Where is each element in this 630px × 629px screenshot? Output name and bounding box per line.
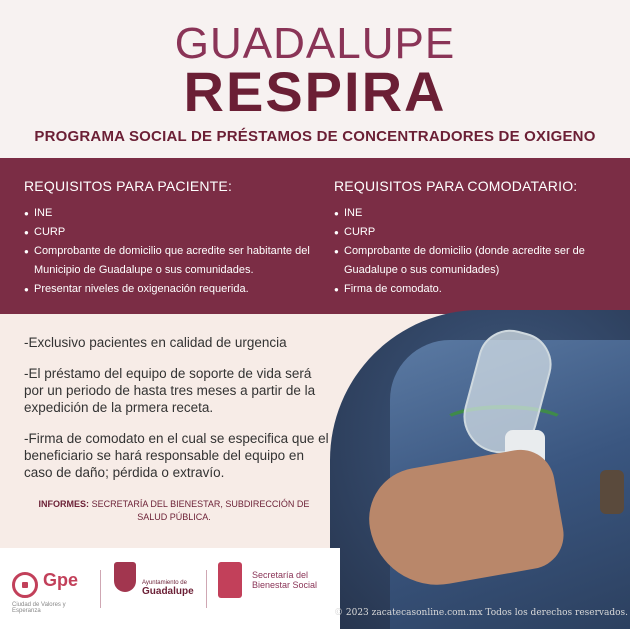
program-subtitle: PROGRAMA SOCIAL DE PRÉSTAMOS DE CONCENTRADORES DE OXIGENO (34, 128, 596, 145)
gpe-logo (12, 566, 92, 612)
title-respira: RESPIRA (183, 60, 447, 123)
shield-icon (114, 562, 136, 592)
ayuntamiento-label: Ayuntamiento de (142, 580, 187, 586)
patient-heading: REQUISITOS PARA PACIENTE: (24, 178, 233, 194)
guadalupe-name: Guadalupe (142, 586, 194, 597)
informes (24, 498, 324, 524)
list-item: ● INE (334, 204, 622, 223)
informes-label: INFORMES: (38, 499, 90, 509)
gpe-emblem-icon (12, 572, 38, 598)
wrist-watch (600, 470, 624, 514)
comodatario-list (334, 204, 622, 299)
note-urgency: -Exclusivo pacientes en calidad de urgencia (24, 335, 287, 350)
gpe-tagline: Ciudad de Valores y Esperanza (12, 602, 66, 614)
note-loan-period: -El préstamo del equipo de soporte de vida será por un periodo de hasta tres meses a partir de la expedición de la prmera receta. (24, 366, 316, 415)
patient-requirements (24, 178, 316, 299)
oxygen-mask-photo (330, 310, 630, 629)
secretaria-name: Secretaría del Bienestar Social (252, 570, 318, 590)
note-comodato: -Firma de comodato en el cual se especifica que el beneficiario se hará responsable del equipo en caso de daño; pérdida o extravío. (24, 431, 329, 480)
secretaria-logo (218, 562, 328, 614)
list-item: ● Firma de comodato. (334, 280, 622, 299)
notes (24, 334, 334, 495)
requirements-band (0, 158, 630, 314)
list-item: ● CURP (24, 223, 316, 242)
copyright-watermark: © 2023 zacatecasonline.com.mx Todos los derechos reservados. (334, 608, 628, 618)
list-item: ● Comprobante de domicilio que acredite ser habitante del Municipio de Guadalupe o sus comunidades. (24, 242, 316, 280)
title-guadalupe: GUADALUPE (174, 19, 456, 68)
informes-text: SECRETARÍA DEL BIENESTAR, SUBDIRECCIÓN DE SALUD PÚBLICA. (91, 499, 310, 522)
footer-logos (0, 548, 340, 629)
list-item: ● INE (24, 204, 316, 223)
comodatario-heading: REQUISITOS PARA COMODATARIO: (334, 178, 578, 194)
secretaria-emblem-icon (218, 562, 242, 598)
patient-list (24, 204, 316, 299)
gpe-logo-text: Gpe (43, 570, 79, 590)
list-item: ● CURP (334, 223, 622, 242)
list-item: ● Comprobante de domicilio (donde acredite ser de Guadalupe o sus comunidades) (334, 242, 622, 280)
header (0, 0, 630, 158)
guadalupe-logo (112, 562, 202, 614)
comodatario-requirements (334, 178, 622, 299)
divider (100, 570, 101, 608)
list-item: ● Presentar niveles de oxigenación requerida. (24, 280, 316, 299)
divider (206, 570, 207, 608)
